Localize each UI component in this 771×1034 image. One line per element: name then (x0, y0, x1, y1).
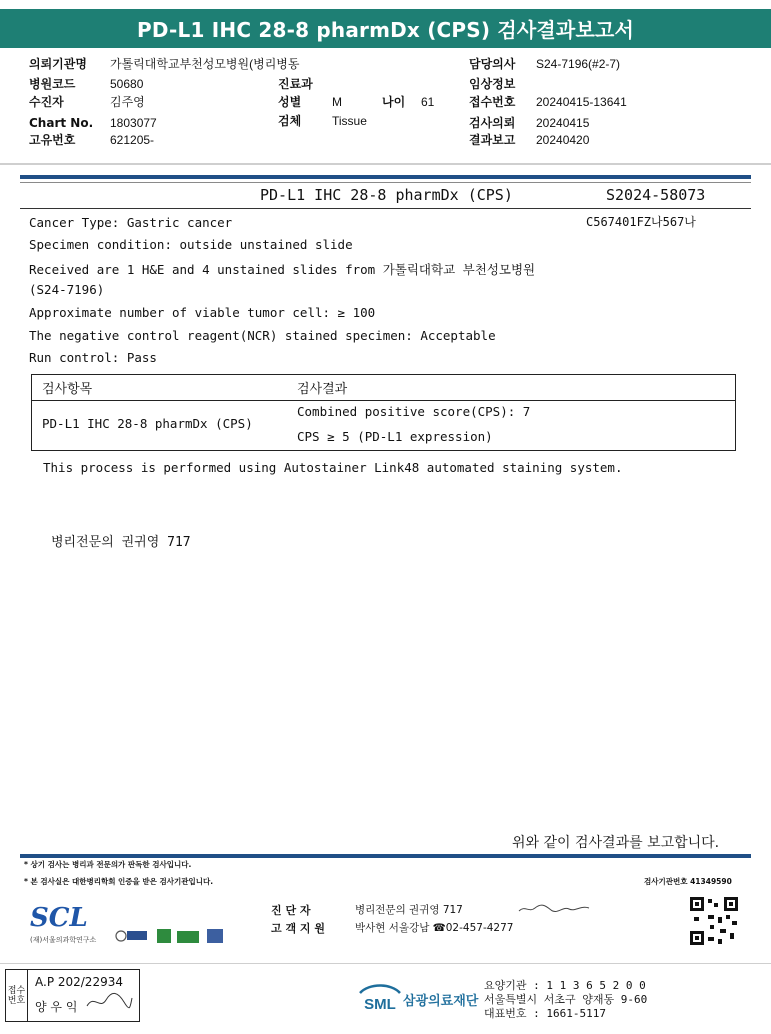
stamp-name: 양 우 익 (35, 1000, 78, 1014)
info-label: 검사의뢰 (469, 116, 516, 130)
report-line: Run control: Pass (29, 350, 157, 365)
sml-logo-text: SML (364, 996, 396, 1013)
info-label: 고유번호 (29, 133, 76, 147)
stamp-signature (84, 988, 134, 1018)
info-label: 의뢰기관명 (29, 57, 87, 71)
stamp-ap-number: A.P 202/22934 (35, 975, 123, 989)
bottom-divider (0, 963, 771, 964)
info-value: M (332, 95, 342, 109)
info-label: 병원코드 (29, 77, 76, 91)
info-label: 성별 (278, 95, 302, 109)
disclaimer: * 상기 검사는 병리과 전문의가 판독한 검사입니다. (24, 860, 192, 869)
results-table (31, 374, 736, 451)
diagnostician-value: 병리전문의 권귀영 717 (355, 904, 463, 916)
info-label: Chart No. (29, 116, 94, 130)
report-header-rule (20, 208, 751, 209)
institution-code: 검사기관번호 41349590 (644, 877, 732, 886)
info-value: 621205- (110, 133, 155, 147)
info-label: 담당의사 (469, 57, 516, 71)
test-title: PD-L1 IHC 28-8 pharmDx (CPS) (260, 186, 513, 204)
disclaimer: * 본 검사실은 대한병리학회 인증을 받은 검사기관입니다. (24, 877, 214, 886)
info-label: 나이 (382, 95, 406, 109)
footer-rule (20, 854, 751, 858)
info-label: 검체 (278, 114, 302, 128)
closing-statement: 위와 같이 검사결과를 보고합니다. (512, 835, 720, 851)
table-header-result: 검사결과 (297, 382, 348, 397)
table-cell-result: Combined positive score(CPS): 7 (297, 404, 531, 419)
process-note: This process is performed using Autostainer Link48 automated staining system. (43, 460, 623, 475)
info-value: Tissue (332, 114, 367, 128)
report-line: Received are 1 H&E and 4 unstained slides from 가톨릭대학교 부천성모병원 (29, 262, 536, 277)
sml-logo-icon (357, 981, 403, 1015)
qr-code (689, 896, 739, 946)
report-line: Specimen condition: outside unstained slide (29, 237, 353, 252)
table-cell-item: PD-L1 IHC 28-8 pharmDx (CPS) (42, 416, 253, 431)
info-label: 임상정보 (469, 77, 516, 91)
info-value: S24-7196(#2-7) (536, 57, 621, 71)
accreditation-badges (115, 925, 227, 945)
report-line: The negative control reagent(NCR) stained specimen: Acceptable (29, 328, 496, 343)
report-number: S2024-58073 (606, 186, 706, 204)
sml-info-line: 요양기관 : 1 1 3 6 5 2 0 0 (484, 979, 646, 992)
table-header-item: 검사항목 (42, 382, 93, 397)
info-value: 김주영 (110, 95, 145, 109)
info-label: 결과보고 (469, 133, 516, 147)
sml-info-line: 서울특별시 서초구 양재동 9-60 (484, 993, 648, 1006)
info-value: 50680 (110, 77, 144, 91)
report-code: C567401FZ나567나 (586, 215, 696, 229)
info-value: 20240415 (536, 116, 590, 130)
report-sub-rule (20, 182, 751, 183)
info-label: 수진자 (29, 95, 64, 109)
table-divider (32, 400, 735, 401)
stamp-side-label: 접수번호 (6, 970, 28, 1021)
info-value: 1803077 (110, 116, 157, 130)
info-right-block (469, 57, 669, 147)
sml-name: 삼광의료재단 (403, 994, 479, 1009)
diagnostician-label: 진 단 자 (271, 904, 311, 917)
info-value: 20240415-13641 (536, 95, 627, 109)
pathologist-signature: 병리전문의 권귀영 717 (51, 535, 191, 550)
report-title-bar (0, 9, 771, 48)
info-value: 61 (421, 95, 435, 109)
info-value: 20240420 (536, 133, 590, 147)
scl-subtitle: (재)서울의과학연구소 (30, 936, 97, 944)
scl-logo (30, 905, 96, 945)
report-line: Approximate number of viable tumor cell: ≥ 100 (29, 305, 376, 320)
signature-image (517, 902, 597, 916)
info-label: 진료과 (278, 77, 313, 91)
info-middle-block (278, 77, 458, 137)
receipt-stamp (5, 969, 140, 1022)
report-line: (S24-7196) (29, 282, 105, 297)
report-top-rule (20, 175, 751, 179)
info-label: 접수번호 (469, 95, 516, 109)
table-cell-result: CPS ≥ 5 (PD-L1 expression) (297, 429, 493, 444)
customer-support-label: 고 객 지 원 (271, 922, 325, 935)
info-value: 가톨릭대학교부천성모병원(병리병동 (110, 57, 300, 71)
report-line: Cancer Type: Gastric cancer (29, 215, 233, 230)
report-title: PD-L1 IHC 28-8 pharmDx (CPS) 검사결과보고서 (136, 18, 635, 42)
sml-info-line: 대표번호 : 1661-5117 (484, 1007, 606, 1020)
info-divider (0, 163, 771, 165)
customer-support-value: 박사현 서울강남 ☎02-457-4277 (355, 922, 514, 934)
scl-logo-text: SCL (30, 903, 88, 933)
